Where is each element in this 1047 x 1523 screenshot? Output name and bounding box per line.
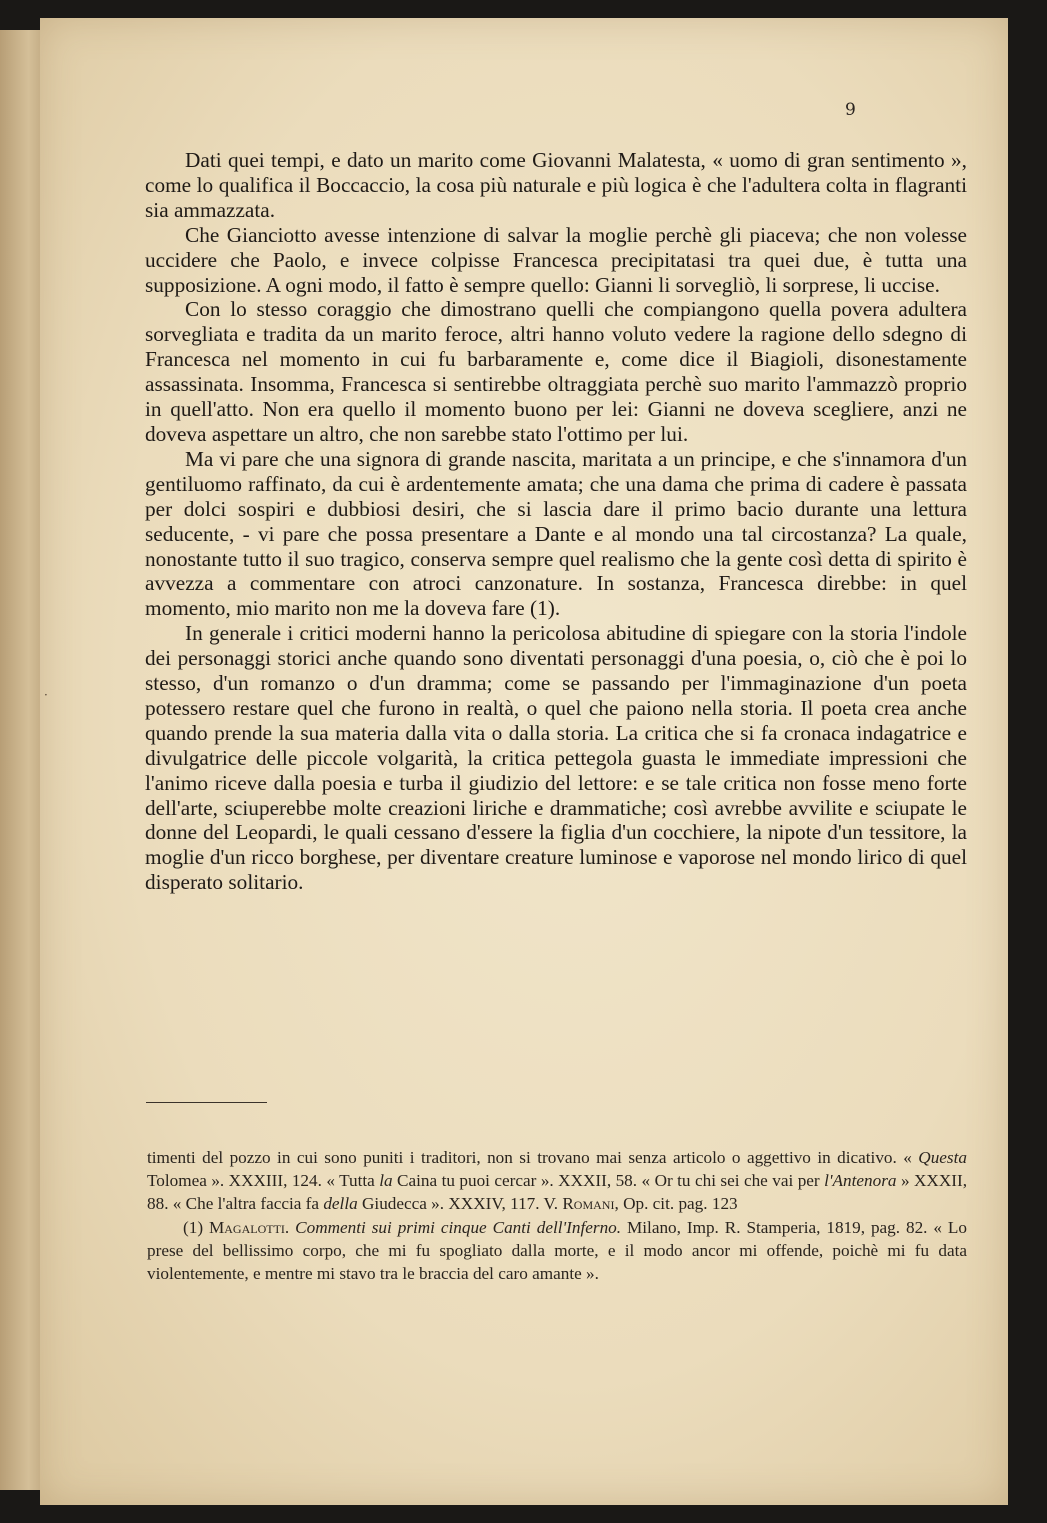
main-text bbox=[145, 148, 967, 895]
footnotes bbox=[147, 1146, 967, 1285]
footnote-separator bbox=[146, 1102, 267, 1103]
paragraph: In generale i critici moderni hanno la pericolosa abitudine di spiegare con la storia l'indole dei personaggi storici anche quando sono diventati personaggi d'una poesia, o, ciò che è poi lo stesso, d'un romanzo o d'un dramma; come se passando per l'immaginazione d'un poeta potessero restare quel che furono in realtà, o quel che paiono nella storia. Il poeta crea anche quando prende la sua materia dalla vita o dalla storia. La critica che si fa cronaca indagatrice e divulgatrice delle piccole volgarità, la critica pettegola guasta le immediate impressioni che l'animo riceve dalla poesia e turba il giudizio del lettore: e se tale critica non fosse meno forte dell'arte, sciuperebbe molte creazioni liriche e drammatiche; così avrebbe avvilite e sciupate le donne del Leopardi, le quali cessano d'essere la figlia d'un cocchiere, la nipote d'un tessitore, la moglie d'un ricco borghese, per diventare creature luminose e vaporose nel mondo lirico di quel disperato solitario. bbox=[145, 621, 967, 895]
paragraph: Con lo stesso coraggio che dimostrano quelli che compiangono quella povera adultera sorvegliata e tradita da un marito feroce, altri hanno voluto vedere la ragione dello sdegno di Francesca nel momento in cui fu barbaramente e, come dice il Biagioli, disonestamente assassinata. Insomma, Francesca si sentirebbe oltraggiata perchè suo marito l'ammazzò proprio in quell'atto. Non era quello il momento buono per lei: Gianni ne doveva scegliere, anzi ne doveva aspettare un altro, che non sarebbe stato l'ottimo per lui. bbox=[145, 297, 967, 446]
footnote-continuation: timenti del pozzo in cui sono puniti i traditori, non si trovano mai senza articolo o aggettivo in dicativo. « Questa Tolomea ». XXXIII, 124. « Tutta la Caina tu puoi cercar ». XXXII, 58. « Or tu chi sei che vai per l'Antenora » XXXII, 88. « Che l'altra faccia fa della Giudecca ». XXXIV, 117. V. Romani, Op. cit. pag. 123 bbox=[147, 1148, 968, 1214]
paragraph: Ma vi pare che una signora di grande nascita, maritata a un principe, e che s'innamora d'un gentiluomo raffinato, da cui è ardentemente amata; che una dama che prima di cadere è passata per dolci sospiri e dubbiosi desiri, che si lascia dare il primo bacio durante una lettura seducente, - vi pare che possa presentare a Dante e al mondo una tal circostanza? La quale, nonostante tutto il suo tragico, conserva sempre quel realismo che la gente così detta di spirito è avvezza a commentare con atroci canzonature. In sostanza, Francesca direbbe: in quel momento, mio marito non me la doveva fare (1). bbox=[145, 446, 967, 621]
paragraph: Dati quei tempi, e dato un marito come Giovanni Malatesta, « uomo di gran sentimento », come lo qualifica il Boccaccio, la cosa più naturale e più logica è che l'adultera colta in flagranti sia ammazzata. bbox=[145, 148, 967, 222]
margin-mark: · bbox=[44, 688, 48, 702]
paragraph: Che Gianciotto avesse intenzione di salvar la moglie perchè gli piaceva; che non volesse uccidere che Paolo, e invece colpisse Francesca precipitatasi tra quei due, è tutta una supposizione. A ogni modo, il fatto è sempre quello: Gianni li sorvegliò, li sorprese, li uccise. bbox=[145, 222, 967, 297]
page-number: 9 bbox=[845, 100, 856, 120]
footnote-1: (1) Magalotti. Commenti sui primi cinque Canti dell'Inferno. Milano, Imp. R. Stamperia, 1819, pag. 82. « Lo prese del bellissimo corpo, che mi fu spogliato dalla morte, e il modo ancor mi offende, poichè mi fu data violentemente, e mentre mi stavo tra le braccia del caro amante ». bbox=[147, 1217, 968, 1284]
